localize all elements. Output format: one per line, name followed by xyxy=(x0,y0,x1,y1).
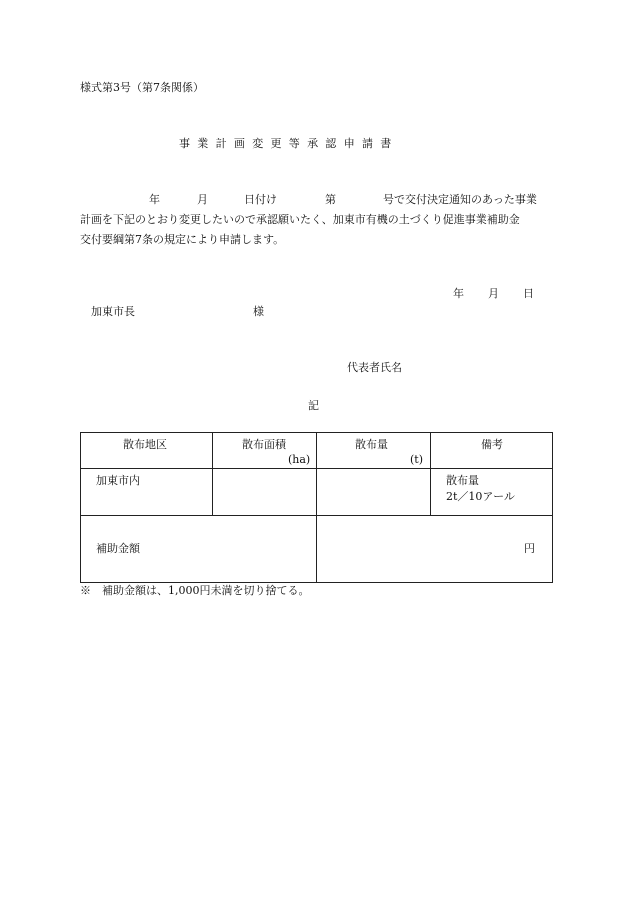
header-cell-amount xyxy=(317,433,431,469)
total-unit: 円 xyxy=(524,542,535,555)
form-number: 様式第3号（第7条関係） xyxy=(80,81,204,94)
header-cell-area xyxy=(81,433,213,469)
header-remarks-label: 備考 xyxy=(481,438,503,451)
table-row xyxy=(81,469,553,516)
body-year-label: 年 xyxy=(149,193,160,206)
body-date-suffix: 日付け xyxy=(244,193,277,206)
date-day-label: 日 xyxy=(523,287,534,300)
cell-remarks-line2: 2t／10アール xyxy=(446,490,515,503)
header-area-label: 散布地区 xyxy=(123,438,167,451)
date-year-label: 年 xyxy=(453,287,464,300)
applicant-name-label: 代表者氏名 xyxy=(347,361,402,374)
addressee-name: 加東市長 xyxy=(91,305,135,318)
spread-table xyxy=(80,432,553,583)
body-month-label: 月 xyxy=(197,193,208,206)
header-extent-unit: (ha) xyxy=(288,453,311,466)
body-number-prefix: 第 xyxy=(325,193,336,206)
header-cell-remarks xyxy=(431,433,553,469)
total-row xyxy=(81,516,553,583)
form-title: 事業計画変更等承認申請書 xyxy=(179,137,399,150)
table-header-row xyxy=(81,433,553,469)
date-month-label: 月 xyxy=(488,287,499,300)
cell-extent xyxy=(213,469,317,516)
cell-remarks-line1: 散布量 xyxy=(446,474,479,487)
ki-heading: 記 xyxy=(308,399,319,412)
cell-amount xyxy=(317,469,431,516)
body-line3: 交付要綱第7条の規定により申請します。 xyxy=(80,233,285,246)
total-label: 補助金額 xyxy=(96,542,140,555)
body-line1-text: 号で交付決定通知のあった事業 xyxy=(383,193,537,206)
addressee-honorific: 様 xyxy=(253,305,264,318)
cell-area xyxy=(81,469,213,516)
total-label-cell xyxy=(81,516,317,583)
header-amount-label: 散布量 xyxy=(355,438,388,451)
cell-area-value: 加東市内 xyxy=(96,474,140,487)
header-cell-extent xyxy=(213,433,317,469)
cell-remarks xyxy=(431,469,553,516)
rounding-note: ※ 補助金額は、1,000円未満を切り捨てる。 xyxy=(80,584,310,597)
body-line2: 計画を下記のとおり変更したいので承認願いたく、加東市有機の土づくり促進事業補助金 xyxy=(80,213,520,226)
header-extent-label: 散布面積 xyxy=(242,438,286,451)
header-amount-unit: (t) xyxy=(410,453,424,466)
total-value-cell xyxy=(317,516,553,583)
